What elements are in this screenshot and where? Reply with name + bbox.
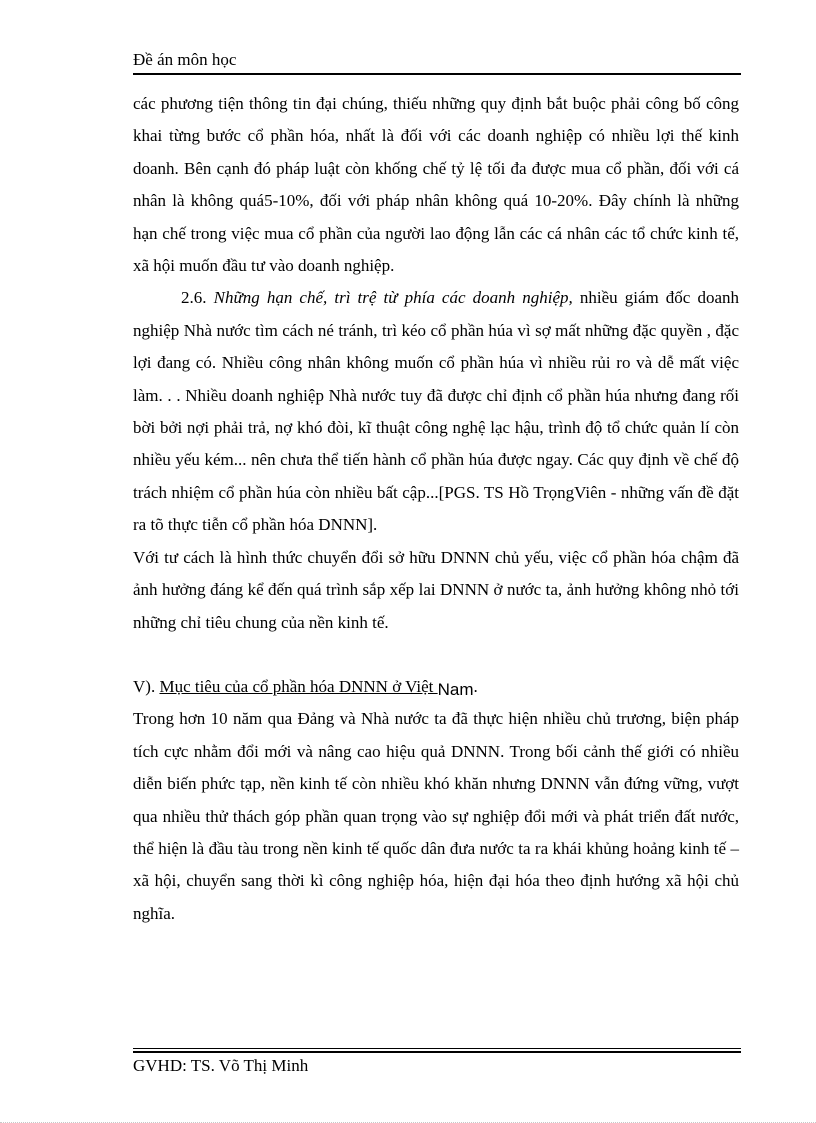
section-number: 2.6.	[181, 288, 207, 308]
blank-line	[133, 639, 739, 671]
heading-underlined	[159, 677, 473, 699]
paragraph-2	[133, 282, 739, 541]
heading-end: .	[473, 676, 478, 696]
heading-text: Mục tiêu của cổ phần hóa DNNN ở Việt	[159, 676, 438, 696]
page-footer	[133, 1056, 308, 1076]
footer-advisor: GVHD: TS. Võ Thị Minh	[133, 1056, 309, 1075]
footer-rule-thin	[133, 1048, 741, 1049]
paragraph-2-text: nhiều giám đốc doanh nghiệp Nhà nước tìm cách né tránh, trì kéo cổ phần húa vì sợ mất những đặc quyền , đặc lợi đang có. Nhiều công nhân không muốn cổ phần húa vì nhiều rủi ro và dễ mất việc làm. . . Nhiều doanh nghiệp Nhà nước tuy đã được chỉ định cổ phần húa nhưng đang rối bời bởi nợi phải trả, nợ khó đòi, kĩ thuật công nghệ lạc hậu, trình độ tổ chức quản lí còn nhiều yếu kém... nên chưa thể tiến hành cổ phần húa được ngay. Các quy định về chế độ trách nhiệm cổ phần húa còn nhiều bất cập...[PGS. TS Hồ TrọngViên - những vấn đề đặt ra tõ thực tiễn cổ phần hóa DNNN].	[133, 288, 740, 535]
section-italic-lead: Những hạn chế, trì trệ từ phía các doanh nghiệp,	[213, 288, 573, 308]
paragraph-4: Trong hơn 10 năm qua Đảng và Nhà nước ta đã thực hiện nhiều chủ trương, biện pháp tích cực nhằm đổi mới và nâng cao hiệu quả DNNN. Trong bối cảnh thế giới có nhiều diễn biến phức tạp, nền kinh tế còn nhiều khó khăn nhưng DNNN vẫn đứng vững, vượt qua nhiều thử thách góp phần quan trọng vào sự nghiệp đổi mới và phát triển đất nước, thể hiện là đầu tàu trong nền kinh tế quốc dân đưa nước ta ra khái khủng hoảng kinh tế – xã hội, chuyển sang thời kì công nghiệp hóa, hiện đại hóa theo định hướng xã hội chủ nghĩa.	[133, 709, 739, 923]
paragraph-3: Với tư cách là hình thức chuyển đổi sở hữu DNNN chủ yếu, việc cổ phần hóa chậm đã ảnh hưởng đáng kể đến quá trình sắp xếp lai DNNN ở nước ta, ảnh hưởng không nhỏ tới những chỉ tiêu chung của nền kinh tế.	[133, 547, 739, 632]
paragraph-1: các phương tiện thông tin đại chúng, thiếu những quy định bắt buộc phải công bố công khai từng bước cổ phần hóa, nhất là đối với các doanh nghiệp có nhiều lợi thế kinh doanh. Bên cạnh đó pháp luật còn khống chế tỷ lệ tối đa được mua cổ phần, đối với cá nhân là không quá5-10%, đối với pháp nhân không quá 10-20%. Đây chính là những hạn chế trong việc mua cổ phần của người lao động lẫn các cá nhân các tổ chức kinh tế, xã hội muốn đầu tư vào doanh nghiệp.	[133, 94, 739, 276]
header-title: Đề án môn học	[133, 50, 237, 69]
footer-rule-thick	[133, 1051, 741, 1053]
page-header	[133, 50, 741, 75]
section-heading	[133, 671, 739, 703]
heading-tail: Nam	[437, 679, 474, 699]
document-body	[133, 88, 739, 930]
heading-prefix: V).	[133, 676, 160, 696]
